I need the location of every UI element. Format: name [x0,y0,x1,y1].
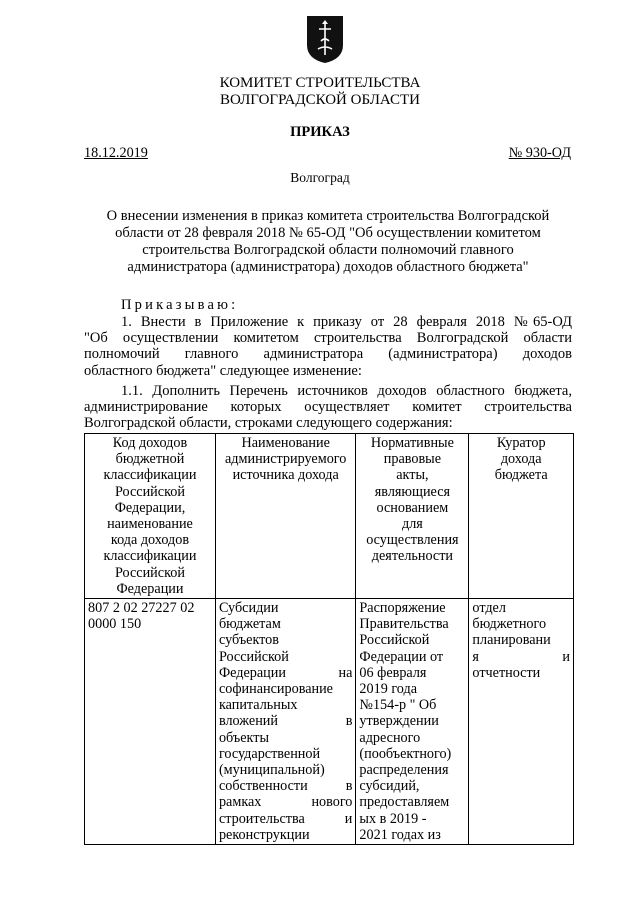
header-text: классификации [103,548,197,565]
cell-text: рамках нового [218,794,353,811]
header-text: классификации [103,467,197,484]
cell-code [85,599,216,845]
header-text: акты, [396,467,429,484]
header-text: Код доходов [112,435,188,451]
cell-text: отдел [472,600,506,617]
cell-text: Субсидии [218,600,279,617]
cell-text: ых в 2019 - [359,810,427,827]
subject-line: области от 28 февраля 2018 № 65-ОД "Об осуществлении комитетом [115,225,541,241]
header-text: правовые [383,451,442,468]
cell-act [356,599,469,845]
cell-text: софинансирование [218,681,333,698]
cell-text: отчетности [472,664,541,681]
paragraph-1-1 [84,383,572,432]
cell-text: государственной [218,745,321,762]
cell-text: планировани [472,632,551,649]
subject-line: строительства Волгоградской области полномочий главного [142,242,514,258]
cell-text: субъектов [218,632,279,649]
cell-text: строительства и [218,810,353,827]
cell-text: субсидий, [359,778,420,795]
paragraph-line: областного бюджета" следующее изменение: [84,362,362,379]
header-text: Российской [115,483,185,500]
header-text: Куратор [496,435,546,451]
cell-text: 06 февраля [359,664,427,681]
header-text: дохода [500,451,542,468]
document-city: Волгоград [290,170,350,185]
document-subject [84,208,572,276]
header-text: основанием [376,499,449,516]
cell-text: 2019 года [359,681,417,698]
cell-text: бюджетного [472,616,547,633]
cell-text: Федерации от [359,648,444,665]
cell-text: 2021 годах из [359,826,441,843]
cell-text: реконструкции [218,826,310,843]
cell-text: Федерации на [218,664,353,681]
header-text: бюджета [494,467,548,484]
header-text: Российской [115,564,185,581]
header-text: Федерации [116,580,184,597]
order-word: Приказываю: [121,297,239,313]
paragraph-line: "Об осуществлении комитетом строительства Волгоградской области [84,330,572,347]
header-text: источника дохода [232,467,339,484]
cell-text: адресного [359,729,421,746]
cell-text: (муниципальной) [218,762,325,779]
cell-text: предоставляем [359,794,450,811]
header-text: наименование [107,516,193,533]
cell-curator [469,599,574,845]
paragraph-line: администрирование которых осуществляет комитет строительства [84,399,572,416]
table-row [85,599,574,845]
cell-text: утверждении [359,713,439,730]
cell-text: 0000 150 [88,616,142,633]
cell-text: (пообъектного) [359,745,452,762]
header-acts [356,434,469,599]
cell-text: Правительства [359,616,449,633]
cell-text: объекты [218,729,269,746]
cell-text: распределения [359,762,449,779]
header-text: являющиеся [374,483,451,500]
header-text: администрируемого [224,451,347,468]
cell-text: Российской [218,648,289,665]
header-text: Наименование [241,435,330,451]
header-text: Федерации, [114,499,186,516]
org-name-line2: ВОЛГОГРАДСКОЙ ОБЛАСТИ [220,92,420,108]
header-code [85,434,216,599]
header-text: для [401,516,423,533]
header-text: осуществления [366,532,459,549]
document-date: 18.12.2019 [84,145,148,161]
cell-text: бюджетам [218,616,281,633]
header-text: Нормативные [370,435,454,451]
cell-text: №154-р " Об [359,697,437,714]
paragraph-line: полномочий главного администратора (администратора) доходов [84,346,572,363]
cell-text: Распоряжение [359,600,446,617]
cell-text: собственности в [218,778,353,795]
paragraph-line: Волгоградской области, строками следующего содержания: [84,415,453,432]
coat-of-arms-icon [306,15,344,64]
subject-line: администратора (администратора) доходов областного бюджета" [127,259,529,275]
cell-text: вложений в [218,713,353,730]
cell-text: капитальных [218,697,298,714]
subject-line: О внесении изменения в приказ комитета строительства Волгоградской [106,208,550,224]
document-number: № 930-ОД [508,145,571,161]
header-text: бюджетной [115,451,185,468]
cell-text: я и [472,648,570,665]
table-header-row [85,434,574,599]
header-name [215,434,355,599]
paragraph-line: 1. Внести в Приложение к приказу от 28 февраля 2018 №65-ОД [121,314,572,330]
paragraph-1 [84,314,572,379]
income-sources-table [84,433,574,845]
cell-text: 807 2 02 27227 02 [88,600,195,617]
header-text: кода доходов [110,532,190,549]
header-text: деятельности [371,548,454,565]
document-type: ПРИКАЗ [290,124,350,140]
org-name-line1: КОМИТЕТ СТРОИТЕЛЬСТВА [219,75,421,91]
header-curator [469,434,574,599]
cell-name [215,599,355,845]
paragraph-line: 1.1. Дополнить Перечень источников доходов областного бюджета, [121,383,572,399]
cell-text: Российской [359,632,430,649]
